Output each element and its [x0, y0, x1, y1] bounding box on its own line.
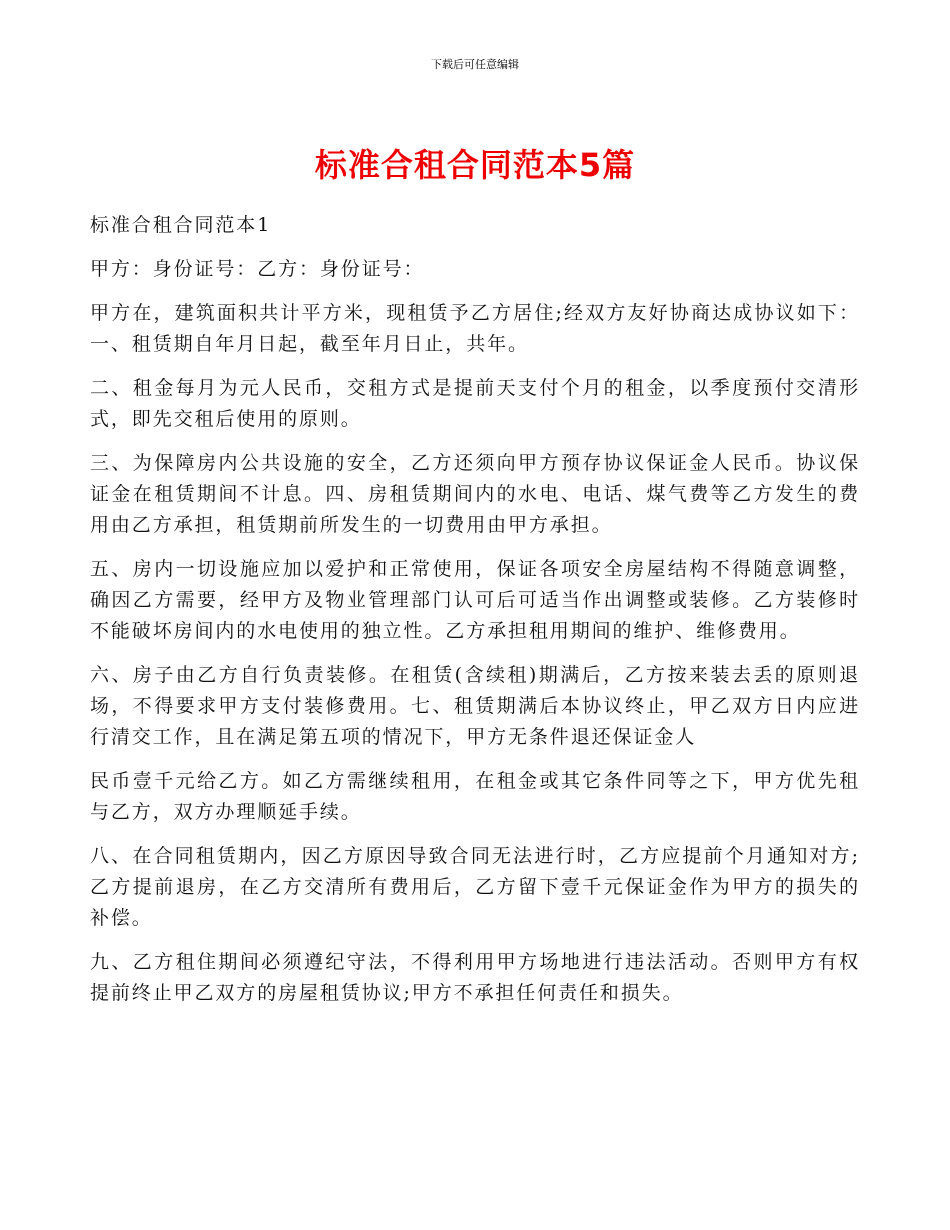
paragraph: 九、乙方租住期间必须遵纪守法，不得利用甲方场地进行违法活动。否则甲方有权提前终止甲乙双方的房屋租赁协议;甲方不承担任何责任和损失。 — [90, 951, 860, 1004]
document-title: 标准合租合同范本5篇 — [314, 146, 636, 184]
paragraph: 六、房子由乙方自行负责装修。在租赁(含续租)期满后，乙方按来装去丢的原则退场，不得要求甲方支付装修费用。七、租赁期满后本协议终止，甲乙双方日内应进行清交工作，且在满足第五项的情况下，甲方无条件退还保证金人 — [90, 664, 860, 748]
paragraph: 二、租金每月为元人民币，交租方式是提前天支付个月的租金，以季度预付交清形式，即先交租后使用的原则。 — [90, 377, 860, 430]
paragraph: 民币壹千元给乙方。如乙方需继续租用，在租金或其它条件同等之下，甲方优先租与乙方，双方办理顺延手续。 — [90, 770, 860, 823]
parties-line: 甲方：身份证号：乙方：身份证号： — [90, 258, 425, 280]
paragraph: 八、在合同租赁期内，因乙方原因导致合同无法进行时，乙方应提前个月通知对方;乙方提前退房，在乙方交清所有费用后，乙方留下壹千元保证金作为甲方的损失的补偿。 — [90, 845, 860, 929]
section-heading: 标准合租合同范本1 — [90, 214, 272, 236]
paragraph: 三、为保障房内公共设施的安全，乙方还须向甲方预存协议保证金人民币。协议保证金在租赁期间不计息。四、房租赁期间内的水电、电话、煤气费等乙方发生的费用由乙方承担，租赁期前所发生的一切费用由甲方承担。 — [90, 452, 860, 536]
document-body — [90, 210, 860, 1022]
header-note: 下载后可任意编辑 — [431, 58, 519, 71]
paragraph: 五、房内一切设施应加以爱护和正常使用，保证各项安全房屋结构不得随意调整，确因乙方需要，经甲方及物业管理部门认可后可适当作出调整或装修。乙方装修时不能破坏房间内的水电使用的独立性。乙方承担租用期间的维护、维修费用。 — [90, 558, 860, 642]
paragraph: 甲方在，建筑面积共计平方米，现租赁予乙方居住;经双方友好协商达成协议如下：一、租赁期自年月日起，截至年月日止，共年。 — [90, 302, 860, 355]
